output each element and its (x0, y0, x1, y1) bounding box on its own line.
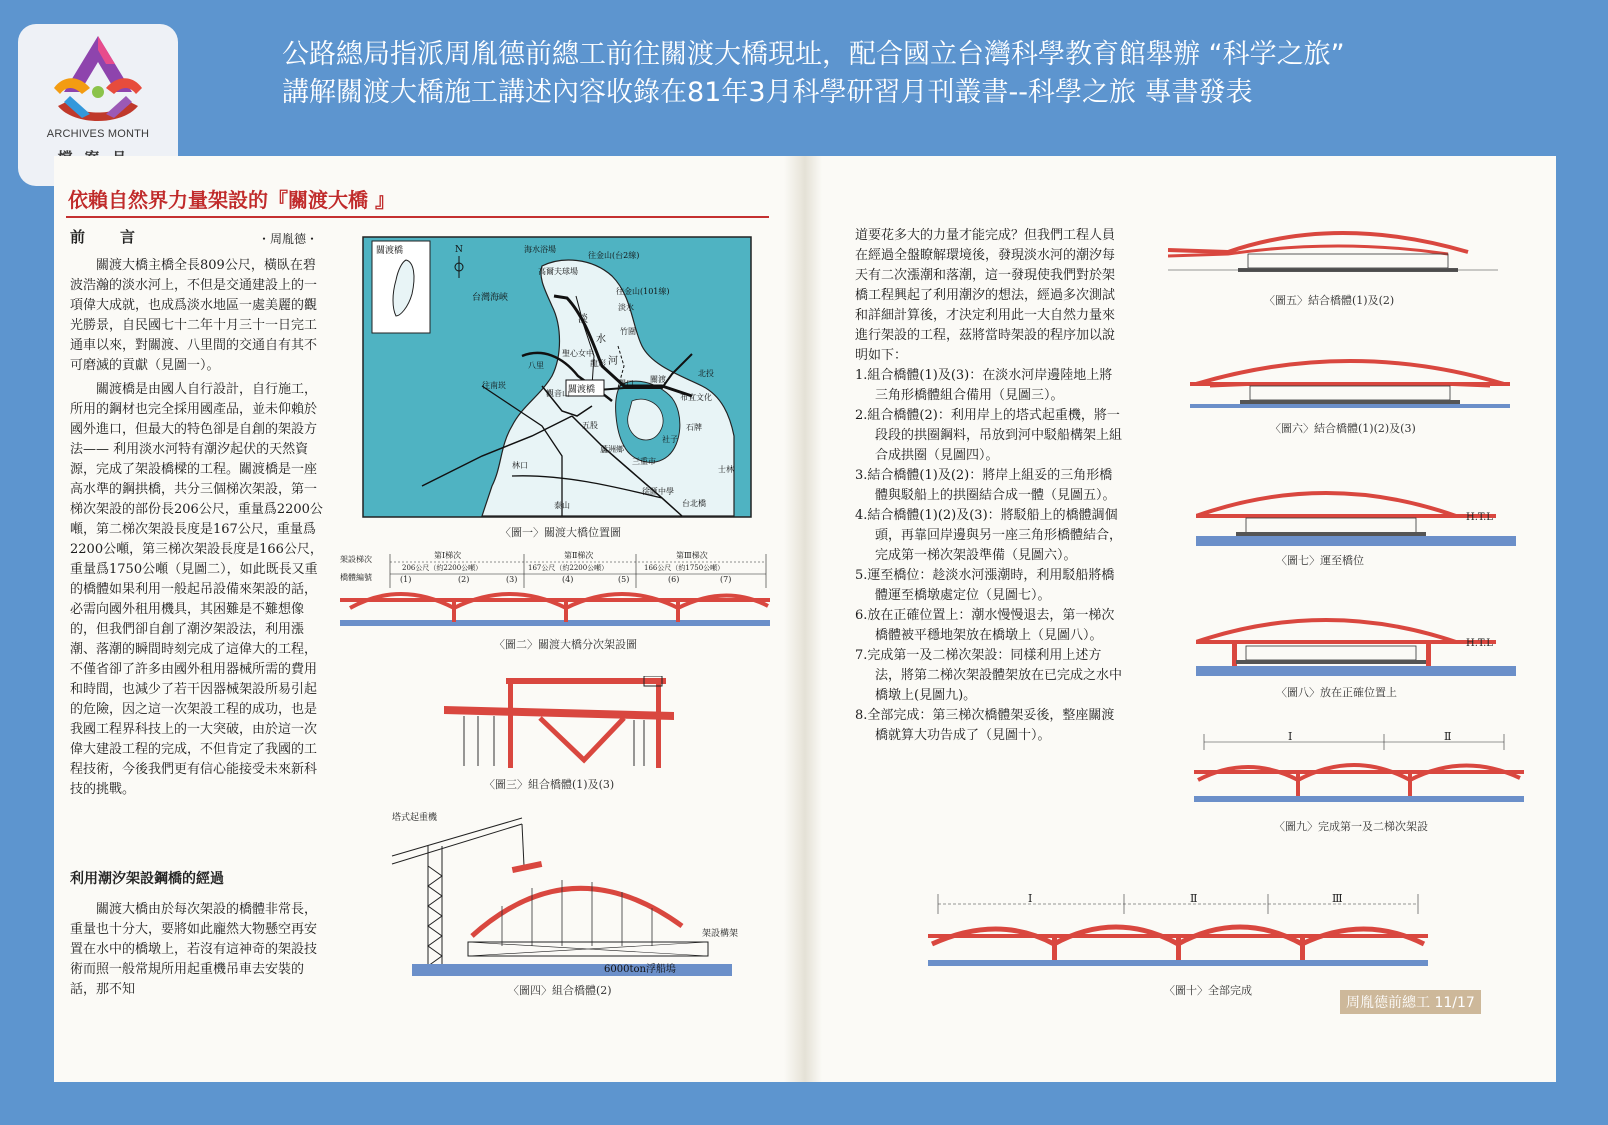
figure-9-diagram (1194, 730, 1524, 810)
figure-1-caption: 〈圖一〉關渡大橋位置圖 (500, 526, 621, 539)
location-map (362, 236, 752, 518)
section-heading-preface: 前 言 (70, 228, 146, 246)
figure-10-stage-1: Ⅰ (1028, 892, 1033, 905)
stage-2-dim: 167公尺（約2200公噸） (528, 564, 609, 572)
compass-north-label: N (455, 245, 463, 255)
archives-month-logo-icon (40, 30, 156, 130)
figure-9-stage-1: Ⅰ (1288, 730, 1293, 743)
map-label: 往金山(台2線) (588, 251, 640, 260)
book-spread (54, 156, 1556, 1082)
stage-3-label: 第Ⅲ梯次 (676, 551, 708, 560)
figure-7-diagram (1196, 476, 1516, 548)
procedure-step: 4.結合橋體(1)(2)及(3)：將駁船上的橋體調個頭，再靠回岸邊與另一座三角形橋體結合，完成第一梯次架設準備（見圖六）。 (855, 508, 1123, 563)
crane-label: 塔式起重機 (392, 813, 438, 823)
map-label: 台灣海峽 (472, 293, 509, 303)
figure-2-staging (340, 548, 770, 636)
map-label: 石牌 (686, 423, 702, 432)
figure-9 (1194, 730, 1524, 814)
map-label: 淡 (578, 314, 588, 325)
paragraph-right-intro: 道要花多大的力量才能完成？但我們工程人員在經過全盤瞭解環境後，發現淡水河的潮汐每天有二次漲潮和落潮，這一發現使我們對於架橋工程興起了利用潮汐的想法，經過多次測試和詳細計算後，才決定利用此一大自然力量來進行架設的工程，茲將當時架設的程序加以說明如下： (855, 228, 1116, 363)
map-label: 五股 (582, 421, 598, 430)
map-label: 往南崁 (482, 381, 506, 390)
procedure-step: 8.全部完成：第三梯次橋體架妥後，整座關渡橋就算大功告成了（見圖十）。 (855, 708, 1115, 743)
figure-8-caption: 〈圖八〉放在正確位置上 (1276, 686, 1397, 699)
figure-10-stage-3: Ⅲ (1332, 892, 1343, 905)
page-footer-tag: 周胤德前總工 11/17 (1340, 990, 1481, 1014)
figure-5-caption: 〈圖五〉結合橋體(1)及(2) (1264, 294, 1395, 307)
figure-10-stage-2: Ⅱ (1190, 892, 1198, 905)
figure-2-caption: 〈圖二〉關渡大橋分次架設圖 (494, 638, 637, 651)
map-label: 聖心女中 (562, 349, 594, 358)
member-number: (6) (668, 575, 680, 584)
procedure-step: 1.組合橋體(1)及(3)：在淡水河岸邊陸地上將三角形橋體組合備用（見圖三）。 (855, 368, 1113, 403)
article-body-right (855, 226, 1123, 746)
map-label: 水 (596, 334, 606, 345)
procedure-step: 3.結合橋體(1)及(2)：將岸上組妥的三角形橋體與駁船上的拱圈結合成一體（見圖五）。 (855, 468, 1116, 503)
map-label-bridge: 關渡橋 (568, 385, 596, 395)
map-label: 林口 (512, 461, 528, 470)
barge-label: 6000ton浮船塢 (604, 964, 676, 975)
figure-6-diagram (1190, 346, 1510, 410)
stage-1-label: 第Ⅰ梯次 (434, 551, 462, 560)
staging-diagram (340, 548, 770, 632)
map-label: 士林 (718, 465, 734, 474)
member-number: (7) (720, 575, 732, 584)
row-label-number: 橋體編號 (340, 573, 372, 582)
figure-7-caption: 〈圖七〉運至橋位 (1276, 554, 1364, 567)
map-label: 觀音山 (546, 389, 570, 398)
figure-10 (928, 884, 1428, 974)
paragraph-1: 關渡大橋主橋全長809公尺，橫臥在碧波浩瀚的淡水河上，不但是交通建設上的一項偉大成就，也成爲淡水地區一處美麗的觀光勝景，自民國七十二年十月三十一日完工通車以來，對關渡、八里間的交通自有其不可磨滅的貢獻（見圖一）。 (70, 258, 318, 373)
map-label: 布宜文化 (680, 393, 712, 402)
map-label: 往金山(101線) (616, 287, 670, 296)
map-label: 龍形 (590, 359, 606, 368)
figure-6 (1190, 346, 1510, 414)
article-body-left (70, 256, 324, 804)
title-rule (66, 216, 769, 218)
figure-5-diagram (1168, 220, 1508, 280)
map-label: 八里 (528, 361, 544, 370)
article-body-left-bottom (70, 900, 324, 1004)
map-label: 海水浴場 (524, 245, 556, 254)
figure-4-crane (372, 806, 772, 990)
book-spine (784, 156, 822, 1082)
figure-4-caption: 〈圖四〉組合橋體(2) (508, 984, 612, 997)
map-label: 北投 (698, 369, 714, 378)
map-label: 淡水 (618, 303, 634, 312)
figure-8-htl-label: H.T.L (1466, 638, 1493, 649)
figure-1-map (362, 236, 752, 522)
figure-6-caption: 〈圖六〉結合橋體(1)(2)及(3) (1270, 422, 1416, 435)
row-label-stage: 架設梯次 (340, 555, 372, 564)
figure-5 (1168, 220, 1508, 284)
procedure-steps (855, 366, 1123, 746)
figure-9-caption: 〈圖九〉完成第一及二梯次架設 (1274, 820, 1428, 833)
headline-line-1: 公路總局指派周胤德前總工前往關渡大橋現址，配合國立台灣科學教育館舉辦 “科学之旅” (282, 39, 1345, 70)
map-label: 河 (608, 356, 618, 367)
map-label: 蘆洲鄉 (600, 445, 624, 454)
map-label: 台北橋 (682, 499, 706, 508)
map-label: 關渡 (650, 375, 666, 384)
map-label: 三重市 (632, 457, 656, 466)
procedure-step: 6.放在正確位置上：潮水慢慢退去，第一梯次橋體被平穩地架放在橋墩上（見圖八）。 (855, 608, 1115, 643)
crane-assembly-diagram (372, 806, 772, 986)
section-heading-tide: 利用潮汐架設鋼橋的經過 (70, 871, 224, 887)
author-byline: ・周胤德・ (258, 232, 319, 246)
headline (282, 36, 1345, 112)
procedure-step: 5.運至橋位：趁淡水河漲潮時，利用駁船將橋體運至橋墩處定位（見圖七）。 (855, 568, 1115, 603)
figure-10-caption: 〈圖十〉全部完成 (1164, 984, 1252, 997)
figure-3-assembly (444, 676, 674, 772)
article-title: 依賴自然界力量架設的『關渡大橋 』 (68, 188, 395, 212)
member-number: (1) (400, 575, 412, 584)
frame-label: 架設構架 (702, 929, 739, 939)
figure-8 (1196, 606, 1516, 682)
map-label: 泰山 (554, 501, 570, 510)
map-label: 竹圍 (620, 327, 636, 336)
member-number: (5) (618, 575, 630, 584)
map-label: 社子 (662, 435, 678, 444)
figure-10-diagram (928, 884, 1428, 970)
stage-1-dim: 206公尺（約2200公噸） (402, 564, 483, 572)
logo-english-text: ARCHIVES MONTH (46, 128, 150, 140)
headline-line-2: 講解關渡大橋施工講述內容收錄在81年3月科學研習月刊叢書--科學之旅 專書發表 (282, 77, 1253, 108)
map-label: 徐匯中學 (642, 487, 674, 496)
figure-3-caption: 〈圖三〉組合橋體(1)及(3) (484, 778, 615, 791)
procedure-step: 2.組合橋體(2)：利用岸上的塔式起重機，將一段段的拱圈鋼料，吊放到河中駁船構架上組合成拱圈（見圖四）。 (855, 408, 1123, 463)
member-number: (4) (562, 575, 574, 584)
member-number: (2) (458, 575, 470, 584)
assembly-1-3-diagram (444, 676, 674, 768)
figure-7 (1196, 476, 1516, 552)
figure-9-stage-2: Ⅱ (1444, 730, 1452, 743)
procedure-step: 7.完成第一及二梯次架設：同樣利用上述方法，將第二梯次架設體架放在已完成之水中橋墩上(見圖九)。 (855, 648, 1123, 703)
member-number: (3) (506, 575, 518, 584)
stage-2-label: 第Ⅱ梯次 (564, 551, 594, 560)
figure-8-diagram (1196, 606, 1516, 678)
tower-crane-icon (392, 818, 524, 976)
map-inset-label: 關渡橋 (376, 246, 404, 256)
paragraph-3: 關渡大橋由於每次架設的橋體非常長，重量也十分大，要將如此龐然大物懸空再安置在水中的橋墩上，若沒有這神奇的架設技術而照一般常規所用起重機吊車去安裝的話，那不知 (70, 902, 318, 997)
stage-3-dim: 166公尺（約1750公噸） (644, 564, 725, 572)
map-label: 高爾夫球場 (538, 267, 578, 276)
paragraph-2: 關渡橋是由國人自行設計，自行施工，所用的鋼材也完全採用國產品，並未仰賴於國外進口，但最大的特色卻是自創的架設方法—— 利用淡水河特有潮汐起伏的天然資源，完成了架設橋樑的工程。關渡橋是一座高水準的鋼拱橋，共分三個梯次架設，第一梯次架設的部份長206公尺，重量爲2200公噸，第二梯次架設長度是167公尺，重量爲2200公噸，第三梯次架設長度是166公尺，重量爲1750公噸（見圖二），如此既長又重的橋體如果利用一般起吊設備來架設的話，必需向國外租用機具，其困難是不難想像的，但我們卻自創了潮汐架設法，利用漲潮、落潮的瞬間時刻完成了這偉大的工程，不僅省卻了許多由國外租用器械所需的費用和時間，也減少了若干因器械架設所易引起的危險，因之這一次架設工程的成功，也是我國工程界科技上的一大突破，由於這一次偉大建設工程的完成，不但肯定了我國的工程技術，今後我們更有信心能接受未來新科技的挑戰。 (70, 382, 323, 797)
figure-7-htl-label: H.T.L (1466, 512, 1493, 523)
map-label: 關口 (618, 379, 634, 388)
